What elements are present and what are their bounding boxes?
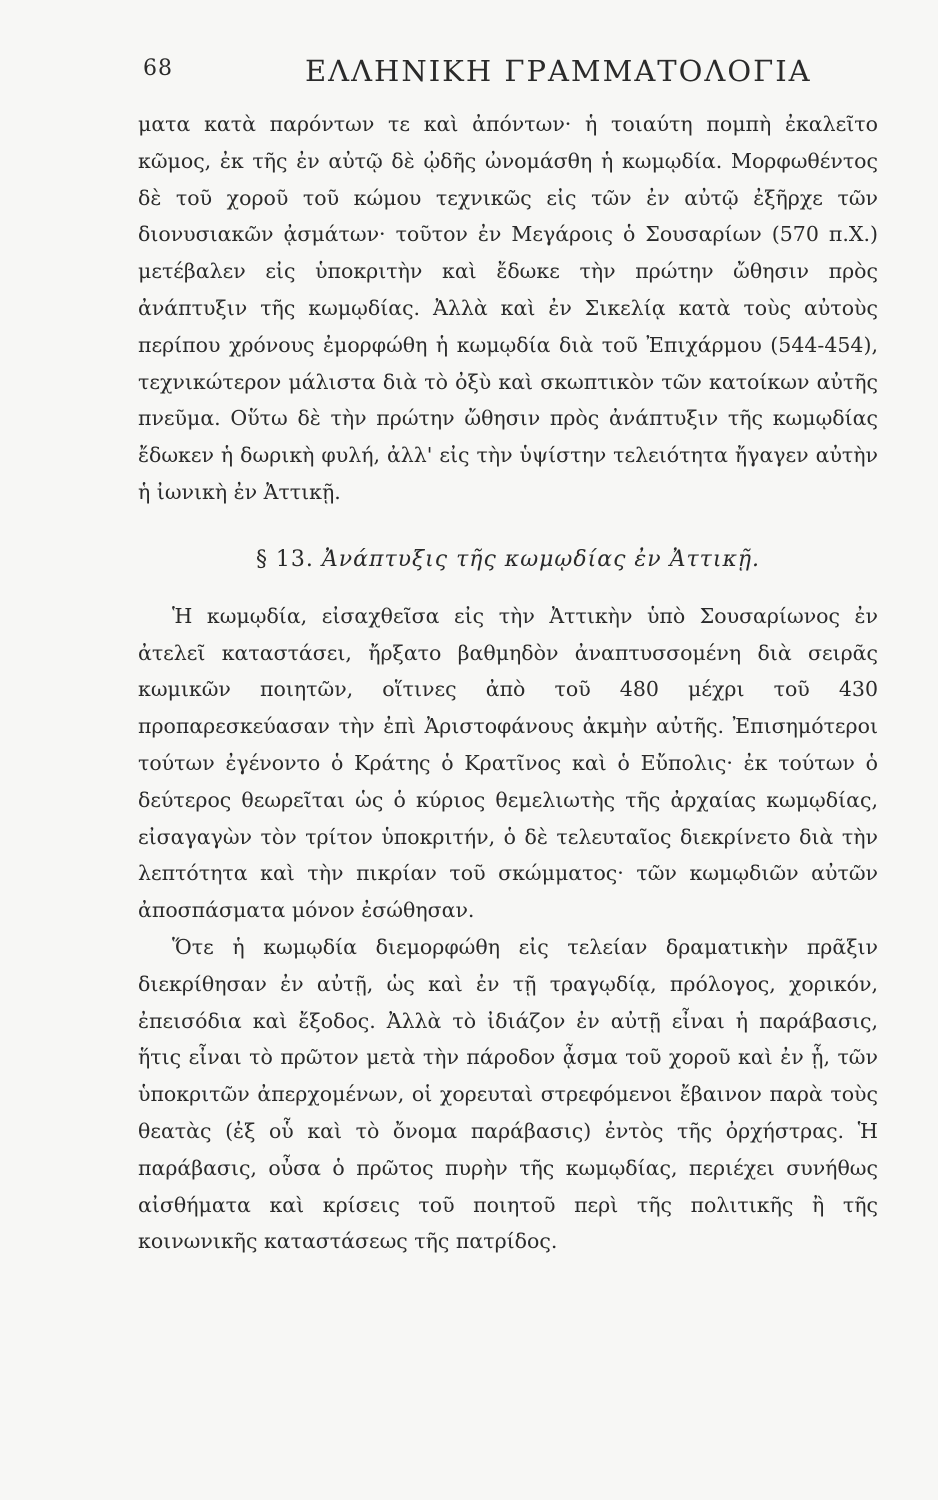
section-number: § 13. [255, 546, 314, 572]
page-number: 68 [143, 56, 173, 81]
paragraph: ματα κατὰ παρόντων τε καὶ ἀπόντων· ἡ τοιαύτη πομπὴ ἐκαλεῖτο κῶμος, ἐκ τῆς ἐν αὐτῷ δὲ ᾠδῆς ὠνομάσθη ἡ κωμῳδία. Μορφωθέντος δὲ τοῦ χοροῦ τοῦ κώμου τεχνικῶς εἰς τῶν ἐν αὐτῷ ἐξῆρχε τῶν διονυσιακῶν ᾀσμάτων· τοῦτον ἐν Μεγάροις ὁ Σουσαρίων (570 π.Χ.) μετέβαλεν εἰς ὑποκριτὴν καὶ ἔδωκε τὴν πρώτην ὤθησιν πρὸς ἀνάπτυξιν τῆς κωμῳδίας. Ἀλλὰ καὶ ἐν Σικελίᾳ κατὰ τοὺς αὐτοὺς περίπου χρόνους ἐμορφώθη ἡ κωμῳδία διὰ τοῦ Ἐπιχάρμου (544-454), τεχνικώτερον μάλιστα διὰ τὸ ὀξὺ καὶ σκωπτικὸν τῶν κατοίκων αὐτῆς πνεῦμα. Οὕτω δὲ τὴν πρώτην ὤθησιν πρὸς ἀνάπτυξιν τῆς κωμῳδίας ἔδωκεν ἡ δωρικὴ φυλή, ἀλλ' εἰς τὴν ὑψίστην τελειότητα ἤγαγεν αὐτὴν ἡ ἰωνικὴ ἐν Ἀττικῇ. [138, 112, 878, 504]
section-title: Ἀνάπτυξις τῆς κωμῳδίας ἐν Ἀττικῇ. [321, 546, 761, 572]
paragraph: Ὅτε ἡ κωμῳδία διεμορφώθη εἰς τελείαν δραματικὴν πρᾶξιν διεκρίθησαν ἐν αὐτῇ, ὡς καὶ ἐν τῇ τραγῳδίᾳ, πρόλογος, χορικόν, ἐπεισόδια καὶ ἔξοδος. Ἀλλὰ τὸ ἰδιάζον ἐν αὐτῇ εἶναι ἡ παράβασις, ἥτις εἶναι τὸ πρῶτον μετὰ τὴν πάροδον ᾆσμα τοῦ χοροῦ καὶ ἐν ᾗ, τῶν ὑποκριτῶν ἀπερχομένων, οἱ χορευταὶ στρεφόμενοι ἔβαινον παρὰ τοὺς θεατὰς (ἐξ οὗ καὶ τὸ ὄνομα παράβασις) ἐντὸς τῆς ὀρχήστρας. Ἡ παράβασις, οὖσα ὁ πρῶτος πυρὴν τῆς κωμῳδίας, περιέχει συνήθως αἰσθήματα καὶ κρίσεις τοῦ ποιητοῦ περὶ τῆς πολιτικῆς ἢ τῆς κοινωνικῆς καταστάσεως τῆς πατρίδος. [138, 934, 878, 1254]
section-heading [138, 547, 878, 572]
body-text [138, 106, 878, 1260]
paragraph: Ἡ κωμῳδία, εἰσαχθεῖσα εἰς τὴν Ἀττικὴν ὑπὸ Σουσαρίωνος ἐν ἀτελεῖ καταστάσει, ἤρξατο βαθμηδὸν ἀναπτυσσομένη διὰ σειρᾶς κωμικῶν ποιητῶν, οἵτινες ἀπὸ τοῦ 480 μέχρι τοῦ 430 προπαρεσκεύασαν τὴν ἐπὶ Ἀριστοφάνους ἀκμὴν αὐτῆς. Ἐπισημότεροι τούτων ἐγένοντο ὁ Κράτης ὁ Κρατῖνος καὶ ὁ Εὔπολις· ἐκ τούτων ὁ δεύτερος θεωρεῖται ὡς ὁ κύριος θεμελιωτὴς τῆς ἀρχαίας κωμῳδίας, εἰσαγαγὼν τὸν τρίτον ὑποκριτήν, ὁ δὲ τελευταῖος διεκρίνετο διὰ τὴν λεπτότητα καὶ τὴν πικρίαν τοῦ σκώμματος· τῶν κωμῳδιῶν αὐτῶν ἀποσπάσματα μόνον ἐσώθησαν. [138, 603, 878, 923]
running-head: ΕΛΛΗΝΙΚΗ ΓΡΑΜΜΑΤΟΛΟΓΙΑ [305, 54, 812, 88]
page-header [0, 52, 938, 92]
